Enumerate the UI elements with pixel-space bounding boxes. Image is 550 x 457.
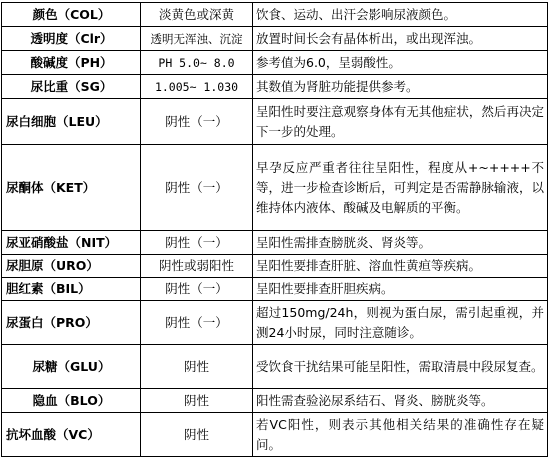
urinalysis-reference-table [1, 2, 548, 457]
test-item-cell: 尿比重（SG） [2, 75, 141, 99]
normal-value-cell: 阴性 [141, 345, 253, 389]
table-row [2, 231, 548, 255]
table-row [2, 99, 548, 145]
note-cell: 放置时间长会有晶体析出，或出现浑浊。 [253, 27, 548, 51]
test-item-cell: 透明度（Clr） [2, 27, 141, 51]
table-row [2, 145, 548, 231]
note-cell: 超过150mg/24h，则视为蛋白尿，需引起重视，并测24小时尿，同时注意随诊。 [253, 301, 548, 345]
normal-value-cell: 1.005~ 1.030 [141, 75, 253, 99]
test-item-cell: 颜色（COL） [2, 3, 141, 27]
test-item-cell: 尿白细胞（LEU） [2, 99, 141, 145]
test-item-cell: 尿蛋白（PRO） [2, 301, 141, 345]
test-item-cell: 尿糖（GLU） [2, 345, 141, 389]
test-item-cell: 尿酮体（KET） [2, 145, 141, 231]
normal-value-cell: 阴性（一） [141, 301, 253, 345]
note-cell: 其数值为肾脏功能提供参考。 [253, 75, 548, 99]
note-cell: 呈阳性时要注意观察身体有无其他症状，然后再决定下一步的处理。 [253, 99, 548, 145]
urinalysis-reference-table-wrapper [1, 2, 548, 457]
normal-value-cell: 阴性 [141, 413, 253, 457]
test-item-cell: 隐血（BLO） [2, 389, 141, 413]
normal-value-cell: 透明无浑浊、沉淀 [141, 27, 253, 51]
table-row [2, 389, 548, 413]
table-row [2, 413, 548, 457]
note-cell: 饮食、运动、出汗会影响尿液颜色。 [253, 3, 548, 27]
table-row [2, 3, 548, 27]
note-cell: 参考值为6.0，呈弱酸性。 [253, 51, 548, 75]
normal-value-cell: 阴性 [141, 389, 253, 413]
table-row [2, 75, 548, 99]
normal-value-cell: 阴性（一） [141, 99, 253, 145]
table-row [2, 345, 548, 389]
note-cell: 呈阳性需排查膀胱炎、肾炎等。 [253, 231, 548, 255]
table-row [2, 27, 548, 51]
table-row [2, 278, 548, 301]
note-cell: 阳性需查验泌尿系结石、肾炎、膀胱炎等。 [253, 389, 548, 413]
note-cell: 若VC阳性，则表示其他相关结果的准确性存在疑问。 [253, 413, 548, 457]
normal-value-cell: 阴性或弱阳性 [141, 255, 253, 278]
test-item-cell: 抗坏血酸（VC） [2, 413, 141, 457]
normal-value-cell: 淡黄色或深黄 [141, 3, 253, 27]
normal-value-cell: PH 5.0~ 8.0 [141, 51, 253, 75]
normal-value-cell: 阴性（一） [141, 145, 253, 231]
table-row [2, 255, 548, 278]
note-cell: 早孕反应严重者往往呈阳性，程度从+~++++不等，进一步检查诊断后，可判定是否需静脉输液，以维持体内液体、酸碱及电解质的平衡。 [253, 145, 548, 231]
note-cell: 呈阳性要排查肝胆疾病。 [253, 278, 548, 301]
test-item-cell: 酸碱度（PH） [2, 51, 141, 75]
note-cell: 受饮食干扰结果可能呈阳性，需取清晨中段尿复查。 [253, 345, 548, 389]
test-item-cell: 尿亚硝酸盐（NIT） [2, 231, 141, 255]
table-row [2, 301, 548, 345]
test-item-cell: 胆红素（BIL） [2, 278, 141, 301]
normal-value-cell: 阴性（一） [141, 231, 253, 255]
note-cell: 呈阳性要排查肝脏、溶血性黄疸等疾病。 [253, 255, 548, 278]
normal-value-cell: 阴性（一） [141, 278, 253, 301]
table-row [2, 51, 548, 75]
test-item-cell: 尿胆原（URO） [2, 255, 141, 278]
